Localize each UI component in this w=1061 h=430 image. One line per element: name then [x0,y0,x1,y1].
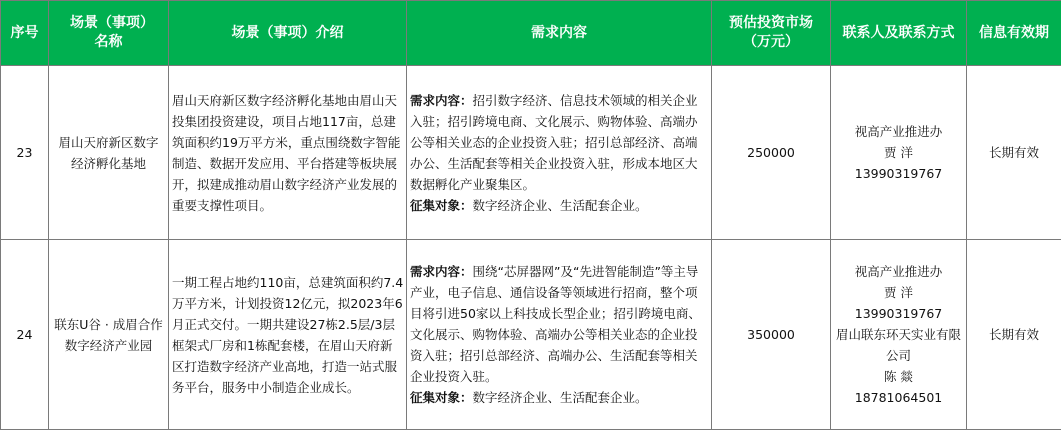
row-demand [407,66,712,240]
header-invest: 预估投资市场（万元） [712,1,831,66]
contact-line: 贾 洋 [832,142,965,163]
demand-block [410,261,709,387]
target-label: 征集对象： [410,390,473,405]
contact-line: 视高产业推进办 [832,261,965,282]
row-invest: 250000 [712,66,831,240]
header-row [1,1,1061,66]
demand-text: 招引数字经济、信息技术领域的相关企业入驻；招引跨境电商、文化展示、购物体验、高端办公等相关业态的企业投资入驻；招引总部经济、高端办公、生活配套等相关企业投资入驻，形成本地区大数据孵化产业聚集区。 [410,93,698,192]
target-text: 数字经济企业、生活配套企业。 [473,390,648,405]
header-intro: 场景（事项）介绍 [169,1,407,66]
target-block [410,195,709,216]
row-name: 联东U谷 · 成眉合作数字经济产业园 [49,240,169,430]
demand-label: 需求内容： [410,93,473,108]
header-contact: 联系人及联系方式 [831,1,967,66]
row-seq: 24 [1,240,49,430]
header-demand: 需求内容 [407,1,712,66]
contact-line: 视高产业推进办 [832,121,965,142]
demand-text: 围绕“芯屏器网”及“先进智能制造”等主导产业，电子信息、通信设备等领域进行招商，整个项目将引进50家以上科技成长型企业；招引跨境电商、文化展示、购物体验、高端办公等相关业态的企业投资入驻；招引总部经济、高端办公、生活配套等相关企业投资入驻。 [410,264,701,384]
target-text: 数字经济企业、生活配套企业。 [473,198,648,213]
row-demand [407,240,712,430]
contact-line: 13990319767 [832,303,965,324]
row-intro: 一期工程占地约110亩，总建筑面积约7.4万平方米，计划投资12亿元，拟2023年6月正式交付。一期共建设27栋2.5层/3层框架式厂房和1栋配套楼，在眉山天府新区打造数字经济产业高地，打造一站式服务平台，服务中小制造企业成长。 [169,240,407,430]
row-contact [831,66,967,240]
contact-line: 陈 燚 [832,366,965,387]
header-validity: 信息有效期 [967,1,1061,66]
contact-line: 18781064501 [832,387,965,408]
row-name: 眉山天府新区数字经济孵化基地 [49,66,169,240]
table-row [1,240,1061,430]
row-seq: 23 [1,66,49,240]
table-row [1,66,1061,240]
row-contact [831,240,967,430]
contact-line: 贾 洋 [832,282,965,303]
contact-line: 13990319767 [832,163,965,184]
row-intro: 眉山天府新区数字经济孵化基地由眉山天投集团投资建设，项目占地117亩，总建筑面积约19万平方米，重点围绕数字智能制造、数据开发应用、平台搭建等板块展开，拟建成推动眉山数字经济产业发展的重要支撑性项目。 [169,66,407,240]
target-label: 征集对象： [410,198,473,213]
row-validity: 长期有效 [967,66,1061,240]
row-validity: 长期有效 [967,240,1061,430]
target-block [410,387,709,408]
row-invest: 350000 [712,240,831,430]
header-name: 场景（事项）名称 [49,1,169,66]
contact-line: 眉山联东环天实业有限公司 [832,324,965,366]
header-seq: 序号 [1,1,49,66]
demand-block [410,90,709,195]
demand-label: 需求内容： [410,264,473,279]
